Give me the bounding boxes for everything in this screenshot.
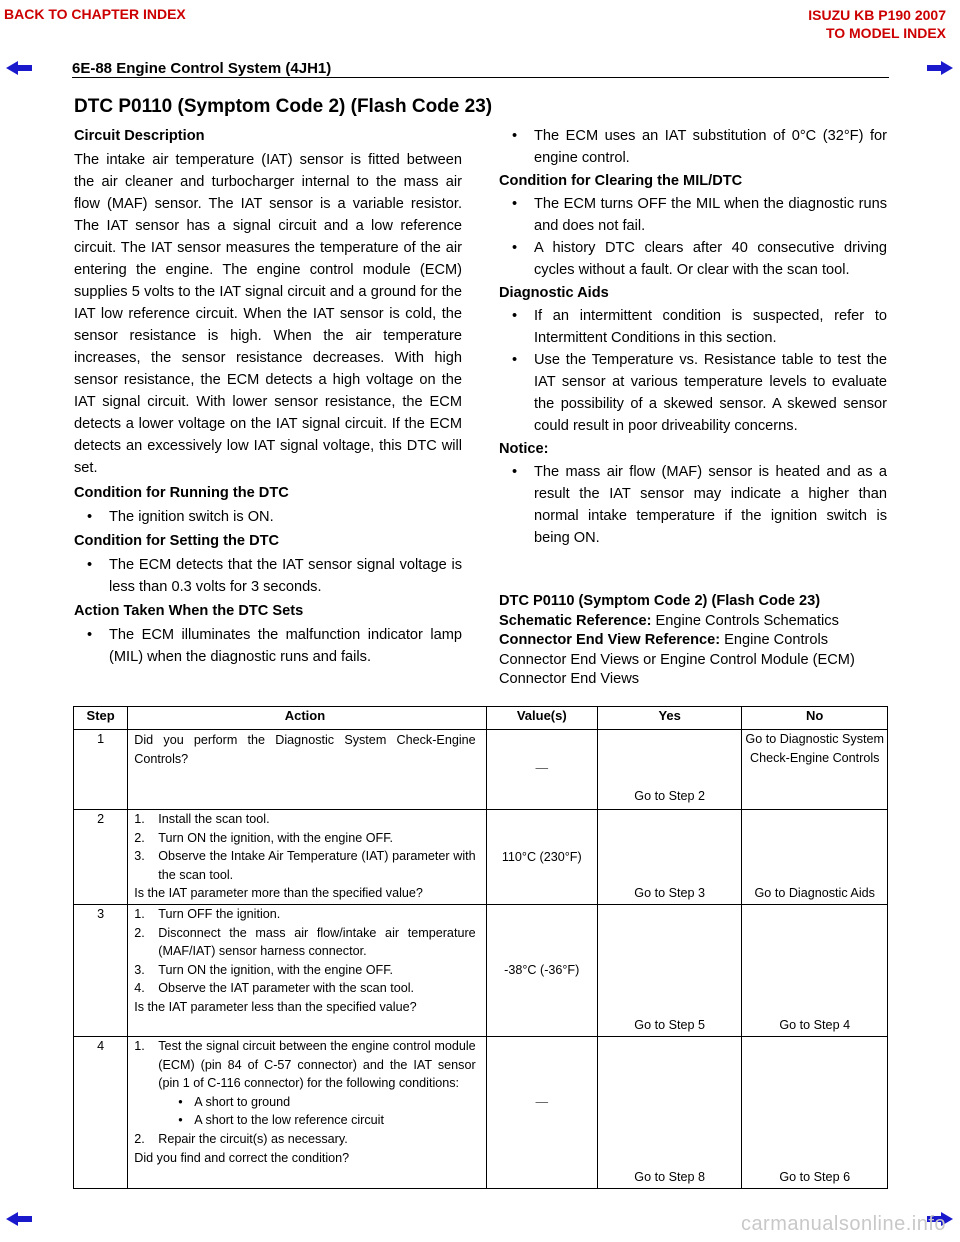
- schematic-reference-label: Schematic Reference:: [499, 612, 652, 629]
- running-item: • The ignition switch is ON.: [74, 506, 462, 528]
- action-heading: Action Taken When the DTC Sets: [74, 603, 304, 619]
- previous-page-arrow-icon[interactable]: [6, 61, 32, 75]
- action-item-text: Test the signal circuit between the engine control module (ECM) (pin 84 of C-57 connector) and the IAT sensor (pin 1 of C-116 connector) for the following conditions:: [158, 1039, 476, 1091]
- diagnostic-steps-table: [73, 706, 888, 1189]
- step-value-text: 110°C (230°F): [501, 850, 582, 864]
- column-header-values: Value(s): [486, 707, 597, 730]
- item-number: 3.: [134, 962, 145, 977]
- running-heading: Condition for Running the DTC: [74, 485, 289, 501]
- goto-link[interactable]: Go to Diagnostic System Check-Engine Controls: [745, 732, 885, 765]
- step-question: Did you find and correct the condition?: [134, 1150, 350, 1165]
- action-item-text: Turn ON the ignition, with the engine OFF.: [158, 830, 393, 845]
- clearing-heading: Condition for Clearing the MIL/DTC: [499, 173, 743, 189]
- clearing-item: • The ECM turns OFF the MIL when the diagnostic runs and does not fail.: [499, 193, 887, 237]
- step-action: [128, 1037, 486, 1189]
- step-yes: [597, 810, 742, 905]
- item-number: 3.: [134, 849, 145, 864]
- schematic-reference-value: Engine Controls Schematics: [651, 612, 839, 629]
- step-no: [742, 1037, 888, 1189]
- action-item-text: Observe the IAT parameter with the scan tool.: [158, 981, 414, 996]
- page-title: DTC P0110 (Symptom Code 2) (Flash Code 23): [74, 96, 493, 117]
- step-action: [128, 905, 486, 1037]
- aids-item: • Use the Temperature vs. Resistance table to test the IAT sensor at various temperature levels to evaluate the possibility of a skewed sensor. A skewed sensor could result in poor driveability concerns.: [499, 349, 887, 437]
- item-number: 2.: [134, 830, 145, 845]
- setting-heading: Condition for Setting the DTC: [74, 533, 280, 549]
- step-question: Is the IAT parameter less than the specified value?: [134, 999, 417, 1014]
- item-number: 2.: [134, 925, 145, 940]
- back-to-chapter-index-link[interactable]: BACK TO CHAPTER INDEX: [4, 6, 186, 22]
- step-question: Is the IAT parameter more than the specified value?: [134, 886, 423, 901]
- step-value: [486, 905, 597, 1037]
- goto-link[interactable]: Go to Diagnostic Aids: [754, 886, 875, 901]
- action-subitem: • A short to the low reference circuit: [134, 1111, 475, 1130]
- diagnostic-aids-heading: Diagnostic Aids: [499, 285, 609, 301]
- step-number: 1: [74, 730, 128, 810]
- action-item-text: Repair the circuit(s) as necessary.: [158, 1131, 348, 1146]
- goto-link[interactable]: Go to Step 2: [634, 789, 706, 804]
- column-header-no: No: [742, 707, 888, 730]
- step-no: [742, 810, 888, 905]
- watermark: carmanualsonline.info: [740, 1213, 946, 1235]
- item-number: 1.: [134, 907, 145, 921]
- table-row: [74, 810, 888, 905]
- step-action: [128, 810, 486, 905]
- step-value: [486, 1037, 597, 1189]
- action-item: • The ECM illuminates the malfunction indicator lamp (MIL) when the diagnostic runs and fails.: [74, 624, 462, 668]
- goto-link[interactable]: Go to Step 6: [779, 1170, 851, 1185]
- action-subitem: • A short to ground: [134, 1093, 475, 1112]
- step-value-text: —: [535, 760, 549, 775]
- step-no: [742, 905, 888, 1037]
- table-row: [74, 905, 888, 1037]
- notice-heading: Notice:: [499, 441, 549, 457]
- step-yes: [597, 905, 742, 1037]
- model-index-nav[interactable]: [808, 6, 946, 42]
- references-block: [499, 592, 899, 690]
- item-number: 1.: [134, 1039, 145, 1053]
- table-row: [74, 730, 888, 810]
- goto-link[interactable]: Go to Step 5: [634, 1018, 706, 1033]
- action-item-text: Observe the Intake Air Temperature (IAT) parameter with the scan tool.: [158, 849, 476, 882]
- next-page-arrow-icon[interactable]: [927, 61, 953, 75]
- schematic-reference: [499, 612, 899, 632]
- goto-link[interactable]: Go to Step 4: [779, 1018, 851, 1033]
- circuit-description-text: The intake air temperature (IAT) sensor is fitted between the air cleaner and turbocharger internal to the mass air flow (MAF) sensor. The IAT sensor is a variable resistor. The IAT sensor has a signal circuit and a low reference circuit. The IAT sensor measures the temperature of the air entering the engine. The engine control module (ECM) supplies 5 volts to the IAT signal circuit and a ground for the IAT low reference circuit. When the IAT sensor is cold, the sensor resistance is high. When the air temperature increases, the sensor resistance decreases. With high sensor resistance, the ECM detects a high voltage on the IAT signal circuit. With lower sensor resistance, the ECM detects a lower voltage on the IAT signal circuit. If the ECM detects an excessively low IAT signal voltage, this DTC will set.: [74, 152, 462, 476]
- item-number: 2.: [134, 1131, 145, 1146]
- item-number: 4.: [134, 981, 145, 996]
- column-header-yes: Yes: [597, 707, 742, 730]
- column-header-step: Step: [74, 707, 128, 730]
- step-no: [742, 730, 888, 810]
- circuit-description-heading: Circuit Description: [74, 128, 205, 144]
- step-question: Did you perform the Diagnostic System Check-Engine Controls?: [134, 733, 476, 766]
- step-yes: [597, 730, 742, 810]
- connector-reference-value: Engine Controls Connector End Views or Engine Control Module (ECM) Connector End Views: [499, 632, 855, 687]
- header-divider: [72, 77, 889, 78]
- step-number: 3: [74, 905, 128, 1037]
- reference-dtc-line: DTC P0110 (Symptom Code 2) (Flash Code 23): [499, 593, 821, 609]
- connector-reference-label: Connector End View Reference:: [499, 632, 721, 648]
- step-yes: [597, 1037, 742, 1189]
- step-action: [128, 730, 486, 810]
- action-item-text: Install the scan tool.: [158, 812, 270, 826]
- to-model-index-link[interactable]: TO MODEL INDEX: [825, 25, 946, 41]
- goto-link[interactable]: Go to Step 8: [634, 1170, 706, 1185]
- connector-reference: [499, 631, 899, 690]
- goto-link[interactable]: Go to Step 3: [634, 886, 706, 901]
- step-value-text: —: [535, 1095, 549, 1109]
- step-number: 2: [74, 810, 128, 905]
- step-value: [486, 730, 597, 810]
- action-item-text: Turn OFF the ignition.: [158, 907, 281, 921]
- table-header-row: [74, 707, 888, 730]
- aids-item: • If an intermittent condition is suspected, refer to Intermittent Conditions in this section.: [499, 305, 887, 349]
- model-title: ISUZU KB P190 2007: [808, 7, 946, 23]
- right-column: [499, 125, 887, 549]
- step-value: [486, 810, 597, 905]
- action-item-text: Disconnect the mass air flow/intake air temperature (MAF/IAT) sensor harness connector.: [158, 925, 476, 959]
- action-item-text: Turn ON the ignition, with the engine OFF.: [158, 962, 393, 977]
- setting-item: • The ECM detects that the IAT sensor signal voltage is less than 0.3 volts for 3 seconds.: [74, 554, 462, 598]
- clearing-item: • A history DTC clears after 40 consecutive driving cycles without a fault. Or clear with the scan tool.: [499, 237, 887, 281]
- step-number: 4: [74, 1037, 128, 1189]
- column-header-action: Action: [128, 707, 486, 730]
- previous-page-arrow-bottom-icon[interactable]: [6, 1212, 32, 1226]
- page-header: 6E-88 Engine Control System (4JH1): [72, 60, 332, 77]
- item-number: 1.: [134, 812, 145, 826]
- notice-item: • The mass air flow (MAF) sensor is heated and as a result the IAT sensor may indicate a higher than normal intake temperature if the ignition switch is being ON.: [499, 461, 887, 549]
- table-row: [74, 1037, 888, 1189]
- left-column: [74, 125, 462, 668]
- step-value-text: -38°C (-36°F): [504, 963, 580, 977]
- action-item-cont: • The ECM uses an IAT substitution of 0°C (32°F) for engine control.: [499, 125, 887, 169]
